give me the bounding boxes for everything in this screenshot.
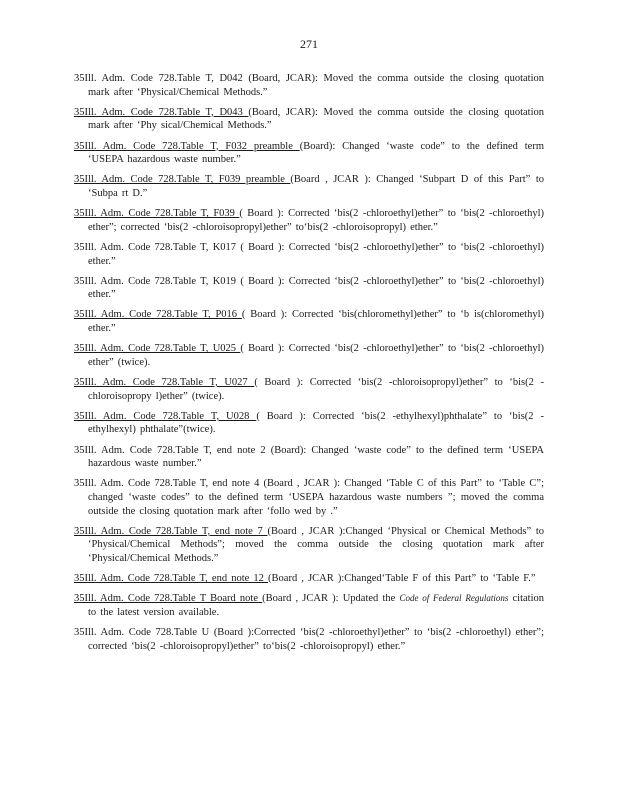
- entry-text: ( Board ): Corrected ‘bis(2 -chloroisopropyl)ether” to ‘bis(2 -chloroisopropy l)ether” (twice).: [88, 377, 544, 402]
- entry-text: (Board , JCAR ): Changed ‘Subpart D of this Part” to ‘Subpa rt D.”: [88, 174, 544, 199]
- amendment-entry: [74, 106, 544, 133]
- entry-text: (Board , JCAR ): Updated the: [262, 593, 400, 605]
- section-citation: 35Ill. Adm. Code 728.Table T, end note 12: [74, 573, 269, 585]
- cfr-title: Code of Federal Regulations: [399, 593, 509, 604]
- amendment-list: [74, 72, 544, 660]
- page-number: 271: [300, 37, 318, 51]
- amendment-entry: [74, 592, 544, 619]
- section-citation: 35Ill. Adm. Code 728.Table T, F039 preamble: [74, 174, 291, 186]
- entry-text: 35Ill. Adm. Code 728.Table T, K017 ( Board ): Corrected ‘bis(2 -chloroethyl)ether” to ‘bis(2 -chloroethyl) ether.”: [74, 241, 544, 267]
- amendment-entry: [74, 376, 544, 403]
- amendment-entry: [74, 477, 544, 518]
- amendment-entry: [74, 140, 544, 167]
- amendment-entry: [74, 72, 544, 99]
- amendment-entry: [74, 410, 544, 437]
- amendment-entry: [74, 207, 544, 234]
- section-citation: 35Ill. Adm. Code 728.Table T, end note 7: [74, 525, 268, 537]
- amendment-entry: [74, 241, 544, 268]
- amendment-entry: [74, 626, 544, 653]
- entry-text: 35Ill. Adm. Code 728.Table U (Board ):Corrected ‘bis(2 -chloroethyl)ether” to ‘bis(2 -chloroethyl) ether”; corrected ‘bis(2 -chloroisopropyl)ether” to‘bis(2 -chloroisopropyl) ether.”: [74, 627, 544, 652]
- amendment-entry: [74, 572, 544, 586]
- amendment-entry: [74, 173, 544, 200]
- amendment-entry: [74, 444, 544, 471]
- section-citation: 35Ill. Adm. Code 728.Table T, F039: [74, 208, 240, 220]
- entry-text: ( Board ): Corrected ‘bis(2 -chloroethyl)ether” to ‘bis(2 -chloroethyl) ether”; corrected ‘bis(2 -chloroisopropyl)ether” to‘bis(2 -chloroisopropyl) ether.”: [88, 208, 544, 233]
- entry-text: (Board): Changed ‘waste code” to the defined term ‘USEPA hazardous waste number.”: [88, 140, 544, 166]
- entry-text: (Board, JCAR): Moved the comma outside the closing quotation mark after ‘Phy sical/Chemical Methods.”: [88, 106, 544, 132]
- section-citation: 35Ill. Adm. Code 728.Table T, U028: [74, 410, 257, 422]
- entry-text: 35Ill. Adm. Code 728.Table T, K019 ( Board ): Corrected ‘bis(2 -chloroethyl)ether” to ‘bis(2 -chloroethyl) ether.”: [74, 275, 544, 301]
- entry-text: 35Ill. Adm. Code 728.Table T, D042 (Board, JCAR): Moved the comma outside the closing quotation mark after ‘Physical/Chemical Methods.”: [74, 73, 544, 98]
- section-citation: 35Ill. Adm. Code 728.Table T, F032 preamble: [74, 140, 300, 152]
- amendment-entry: [74, 275, 544, 302]
- entry-text: (Board , JCAR ):Changed ‘Physical or Chemical Methods” to ‘Physical/Chemical Methods”; moved the comma outside the closing quotation mark after ‘Physical/Chemical Methods.”: [88, 525, 544, 564]
- amendment-entry: [74, 525, 544, 566]
- entry-text: 35Ill. Adm. Code 728.Table T, end note 2 (Board): Changed ‘waste code” to the defined term ‘USEPA hazardous waste number.”: [74, 444, 544, 470]
- entry-text: ( Board ): Corrected ‘bis(2 -ethylhexyl)phthalate” to ‘bis(2 -ethylhexyl) phthalate”(twice).: [88, 410, 544, 436]
- entry-text: (Board , JCAR ):Changed‘Table F of this Part” to ‘Table F.”: [268, 573, 536, 585]
- section-citation: 35Ill. Adm. Code 728.Table T, U027: [74, 377, 255, 389]
- section-citation: 35Ill. Adm. Code 728.Table T, U025: [74, 343, 241, 355]
- amendment-entry: [74, 308, 544, 335]
- section-citation: 35Ill. Adm. Code 728.Table T, D043: [74, 106, 249, 118]
- entry-text: 35Ill. Adm. Code 728.Table T, end note 4 (Board , JCAR ): Changed ‘Table C of this Part” to ‘Table C”; changed ‘waste codes” to the defined term ‘USEPA hazardous waste numbers ”; moved the comma outside the closing quotation mark after ‘follo wed by .”: [74, 478, 544, 517]
- section-citation: 35Ill. Adm. Code 728.Table T Board note: [74, 593, 263, 605]
- entry-text: citation to the latest version available.: [88, 593, 545, 618]
- entry-text: ( Board ): Corrected ‘bis(2 -chloroethyl)ether” to ‘bis(2 -chloroethyl) ether” (twice).: [88, 343, 544, 368]
- amendment-entry: [74, 342, 544, 369]
- entry-text: ( Board ): Corrected ‘bis(chloromethyl)ether” to ‘b is(chloromethyl) ether.”: [88, 309, 544, 335]
- section-citation: 35Ill. Adm. Code 728.Table T, P016: [74, 309, 242, 321]
